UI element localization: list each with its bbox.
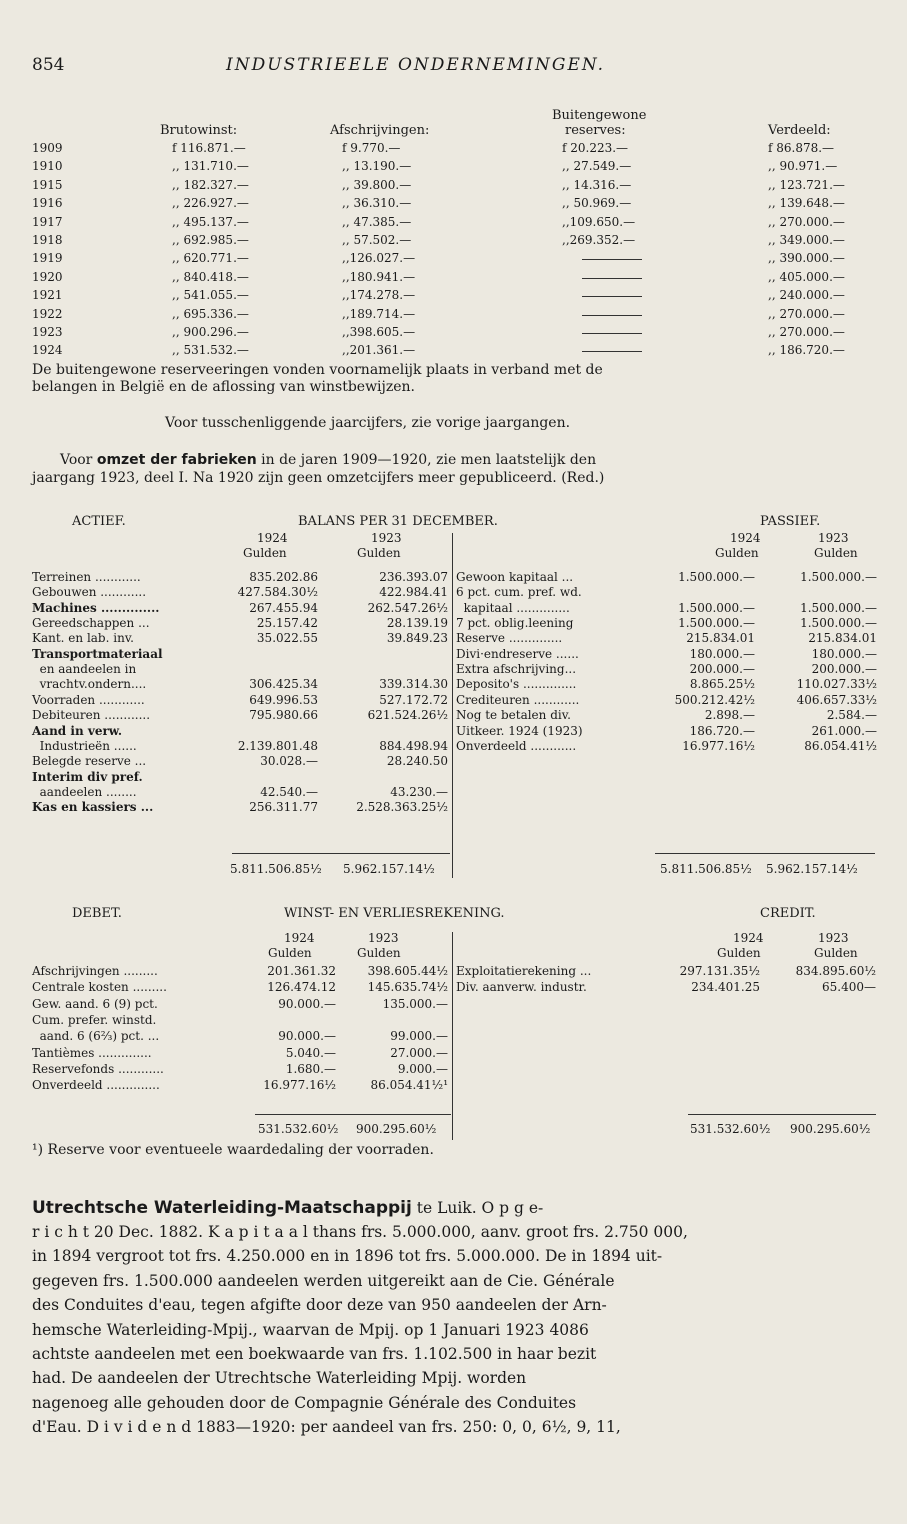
- balance-passief-1923: 110.027.33½: [796, 677, 877, 691]
- winst-debet-1924: 90.000.—: [278, 1029, 336, 1043]
- history-verdeeld: ,, 270.000.—: [768, 215, 845, 229]
- history-year: 1917: [32, 215, 63, 229]
- company-line: d'Eau. D i v i d e n d 1883—1920: per aandeel van frs. 250: 0, 0, 6½, 9, 11,: [32, 1418, 621, 1436]
- history-reserve-dash: [582, 351, 642, 352]
- balance-actief-label: Belegde reserve ...: [32, 754, 147, 768]
- winst-debet-1923: 86.054.41½¹: [370, 1078, 448, 1092]
- winst-debet-label: Afschrijvingen .........: [32, 964, 158, 978]
- history-bruto: ,, 495.137.—: [172, 215, 249, 229]
- col-header-buitengewone-1: Buitengewone: [552, 108, 647, 123]
- balance-passief-1924: 215.834.01: [686, 631, 755, 645]
- winst-credit-label: CREDIT.: [760, 906, 816, 921]
- note-tusschen: Voor tusschenliggende jaarcijfers, zie vorige jaargangen.: [165, 415, 571, 431]
- balance-year-b-left: 1923: [371, 531, 402, 545]
- balance-passief-1924: 16.977.16½: [682, 739, 755, 753]
- balance-actief-1924: 795.980.66: [249, 708, 318, 722]
- history-bruto: ,, 226.927.—: [172, 196, 249, 210]
- history-bruto: f 116.871.—: [172, 141, 246, 155]
- balance-actief-label: Transportmateriaal: [32, 647, 163, 661]
- balance-actief-label: Industrieën ......: [32, 739, 137, 753]
- winst-debet-label: DEBET.: [72, 906, 122, 921]
- winst-debet-1924: 201.361.32: [267, 964, 336, 978]
- winst-debet-label: Reservefonds ............: [32, 1062, 164, 1076]
- balance-passief-1924: 1.500.000.—: [678, 601, 755, 615]
- history-verdeeld: ,, 405.000.—: [768, 270, 845, 284]
- balance-actief-label: Interim div pref.: [32, 770, 143, 784]
- winst-unit-a-right: Gulden: [717, 946, 761, 960]
- history-bruto: ,, 131.710.—: [172, 159, 249, 173]
- history-reserve: ,,269.352.—: [562, 233, 636, 247]
- winst-debet-1924: 126.474.12: [267, 980, 336, 994]
- history-bruto: ,, 620.771.—: [172, 251, 249, 265]
- winst-total-left-b: 900.295.60½: [356, 1122, 437, 1136]
- company-name: Utrechtsche Waterleiding-Maatschappij: [32, 1198, 412, 1218]
- note-reserve-2: belangen in België en de aflossing van winstbewijzen.: [32, 379, 415, 395]
- history-bruto: ,, 692.985.—: [172, 233, 249, 247]
- winst-total-rule-left: [255, 1114, 451, 1115]
- winst-footnote: ¹) Reserve voor eventueele waardedaling der voorraden.: [32, 1142, 434, 1158]
- balance-actief-1924: 835.202.86: [249, 570, 318, 584]
- balance-actief-1924: 306.425.34: [249, 677, 318, 691]
- balance-title: BALANS PER 31 DECEMBER.: [298, 514, 498, 529]
- balance-actief-label: Gereedschappen ...: [32, 616, 150, 630]
- history-reserve: f 20.223.—: [562, 141, 629, 155]
- balance-actief-label: Machines ..............: [32, 601, 160, 615]
- company-line: in 1894 vergroot tot frs. 4.250.000 en in 1896 tot frs. 5.000.000. De in 1894 uit-: [32, 1247, 663, 1265]
- history-afschrijving: ,,174.278.—: [342, 288, 416, 302]
- balance-passief-1924: 200.000.—: [689, 662, 755, 676]
- balance-actief-1924: 2.139.801.48: [237, 739, 318, 753]
- balance-passief-1923: 215.834.01: [808, 631, 877, 645]
- balance-total-left-a: 5.811.506.85½: [230, 862, 322, 876]
- history-afschrijving: ,,126.027.—: [342, 251, 416, 265]
- winst-debet-label: Gew. aand. 6 (9) pct.: [32, 997, 158, 1011]
- winst-debet-1924: 16.977.16½: [263, 1078, 336, 1092]
- balance-actief-label: Aand in verw.: [32, 724, 123, 738]
- history-year: 1923: [32, 325, 63, 339]
- balance-actief-label: Voorraden ............: [32, 693, 145, 707]
- winst-divider: [452, 932, 453, 1140]
- history-year: 1915: [32, 178, 63, 192]
- history-year: 1910: [32, 159, 63, 173]
- balance-passief-1923: 1.500.000.—: [800, 616, 877, 630]
- history-afschrijving: ,, 39.800.—: [342, 178, 412, 192]
- balance-passief-1924: 186.720.—: [689, 724, 755, 738]
- history-verdeeld: ,, 90.971.—: [768, 159, 838, 173]
- winst-total-rule-right: [688, 1114, 876, 1115]
- company-line: achtste aandeelen met een boekwaarde van frs. 1.102.500 in haar bezit: [32, 1345, 597, 1363]
- history-bruto: ,, 541.055.—: [172, 288, 249, 302]
- winst-debet-1923: 9.000.—: [397, 1062, 448, 1076]
- history-verdeeld: ,, 186.720.—: [768, 343, 845, 357]
- history-bruto: ,, 182.327.—: [172, 178, 249, 192]
- balance-passief-1924: 180.000.—: [689, 647, 755, 661]
- winst-unit-b-right: Gulden: [814, 946, 858, 960]
- history-year: 1909: [32, 141, 63, 155]
- balance-actief-1924: 35.022.55: [256, 631, 318, 645]
- history-year: 1924: [32, 343, 63, 357]
- balance-actief-label: Kas en kassiers ...: [32, 800, 154, 814]
- balance-actief-1924: 649.996.53: [249, 693, 318, 707]
- history-verdeeld: ,, 270.000.—: [768, 307, 845, 321]
- balance-actief-label: Debiteuren ............: [32, 708, 151, 722]
- balance-actief-label: Gebouwen ............: [32, 585, 147, 599]
- company-line: hemsche Waterleiding-Mpij., waarvan de Mpij. op 1 Januari 1923 4086: [32, 1321, 589, 1339]
- balance-passief-label: Onverdeeld ............: [456, 739, 577, 753]
- balance-actief-label: Kant. en lab. inv.: [32, 631, 134, 645]
- balance-unit-b-left: Gulden: [357, 546, 401, 560]
- balance-passief-label: Crediteuren ............: [456, 693, 580, 707]
- company-line: r i c h t 20 Dec. 1882. K a p i t a a l thans frs. 5.000.000, aanv. groot frs. 2.750 000,: [32, 1223, 688, 1241]
- balance-actief-1924: 25.157.42: [256, 616, 318, 630]
- balance-passief-label: PASSIEF.: [760, 514, 821, 529]
- history-bruto: ,, 695.336.—: [172, 307, 249, 321]
- balance-actief-1923: 262.547.26½: [367, 601, 448, 615]
- balance-passief-label: 7 pct. oblig.leening: [456, 616, 574, 630]
- history-reserve-dash: [582, 259, 642, 260]
- history-verdeeld: ,, 139.648.—: [768, 196, 845, 210]
- col-header-afschrijvingen: Afschrijvingen:: [330, 123, 430, 138]
- balance-total-right-a: 5.811.506.85½: [660, 862, 752, 876]
- winst-unit-a-left: Gulden: [268, 946, 312, 960]
- history-reserve: ,,109.650.—: [562, 215, 636, 229]
- balance-passief-1923: 1.500.000.—: [800, 570, 877, 584]
- winst-debet-label: Tantièmes ..............: [32, 1046, 152, 1060]
- history-afschrijving: ,,180.941.—: [342, 270, 416, 284]
- balance-year-a-left: 1924: [257, 531, 288, 545]
- balance-actief-1923: 39.849.23: [386, 631, 448, 645]
- col-header-buitengewone-2: reserves:: [565, 123, 626, 138]
- page-title: INDUSTRIEELE ONDERNEMINGEN.: [226, 55, 606, 75]
- page-number: 854: [32, 55, 65, 75]
- balance-passief-1923: 86.054.41½: [804, 739, 877, 753]
- balance-unit-b-right: Gulden: [814, 546, 858, 560]
- winst-debet-label: Onverdeeld ..............: [32, 1078, 160, 1092]
- winst-debet-1924: 1.680.—: [285, 1062, 336, 1076]
- history-reserve: ,, 50.969.—: [562, 196, 632, 210]
- balance-passief-1924: 1.500.000.—: [678, 570, 755, 584]
- history-year: 1916: [32, 196, 63, 210]
- winst-total-left-a: 531.532.60½: [258, 1122, 339, 1136]
- winst-debet-label: Centrale kosten .........: [32, 980, 167, 994]
- balance-passief-label: Divi·endreserve ......: [456, 647, 579, 661]
- balance-passief-1923: 180.000.—: [811, 647, 877, 661]
- balance-passief-1923: 1.500.000.—: [800, 601, 877, 615]
- balance-passief-1923: 2.584.—: [826, 708, 877, 722]
- winst-debet-1923: 27.000.—: [390, 1046, 448, 1060]
- balance-passief-label: 6 pct. cum. pref. wd.: [456, 585, 582, 599]
- winst-title: WINST- EN VERLIESREKENING.: [284, 906, 505, 921]
- note-omzet-2: jaargang 1923, deel I. Na 1920 zijn geen omzetcijfers meer gepubliceerd. (Red.): [32, 470, 605, 486]
- winst-year-b-left: 1923: [368, 931, 399, 945]
- balance-passief-1923: 406.657.33½: [796, 693, 877, 707]
- balance-actief-1924: 427.584.30½: [237, 585, 318, 599]
- winst-debet-1923: 145.635.74½: [367, 980, 448, 994]
- history-verdeeld: ,, 270.000.—: [768, 325, 845, 339]
- balance-actief-label: aandeelen ........: [32, 785, 137, 799]
- balance-total-rule-left: [232, 853, 450, 854]
- history-verdeeld: ,, 123.721.—: [768, 178, 845, 192]
- balance-total-left-b: 5.962.157.14½: [343, 862, 435, 876]
- history-afschrijving: ,,189.714.—: [342, 307, 416, 321]
- balance-passief-label: Reserve ..............: [456, 631, 563, 645]
- balance-passief-label: Gewoon kapitaal ...: [456, 570, 574, 584]
- balance-divider: [452, 533, 453, 878]
- winst-debet-1923: 99.000.—: [390, 1029, 448, 1043]
- history-afschrijving: ,, 47.385.—: [342, 215, 412, 229]
- balance-total-rule-right: [655, 853, 875, 854]
- balance-unit-a-right: Gulden: [715, 546, 759, 560]
- balance-passief-1924: 8.865.25½: [689, 677, 755, 691]
- balance-passief-label: Deposito's ..............: [456, 677, 577, 691]
- balance-passief-1924: 500.212.42½: [674, 693, 755, 707]
- winst-debet-label: aand. 6 (6⅔) pct. ...: [32, 1029, 160, 1043]
- history-afschrijving: ,, 36.310.—: [342, 196, 412, 210]
- history-reserve-dash: [582, 315, 642, 316]
- balance-actief-1924: 256.311.77: [249, 800, 318, 814]
- history-bruto: ,, 531.532.—: [172, 343, 249, 357]
- history-year: 1920: [32, 270, 63, 284]
- note-reserve-1: De buitengewone reserveeringen vonden voornamelijk plaats in verband met de: [32, 362, 603, 378]
- company-line: gegeven frs. 1.500.000 aandeelen werden uitgereikt aan de Cie. Générale: [32, 1272, 615, 1290]
- balance-actief-label: en aandeelen in: [32, 662, 137, 676]
- balance-passief-1924: 1.500.000.—: [678, 616, 755, 630]
- history-reserve-dash: [582, 296, 642, 297]
- note-omzet-1: Voor omzet der fabrieken in de jaren 1909—1920, zie men laatstelijk den: [60, 452, 597, 468]
- winst-credit-1923: 834.895.60½: [795, 964, 876, 978]
- history-reserve-dash: [582, 333, 642, 334]
- winst-total-right-a: 531.532.60½: [690, 1122, 771, 1136]
- balance-actief-1923: 422.984.41: [379, 585, 448, 599]
- balance-actief-1924: 267.455.94: [249, 601, 318, 615]
- balance-actief-1923: 527.172.72: [379, 693, 448, 707]
- history-year: 1919: [32, 251, 63, 265]
- winst-credit-1924: 297.131.35½: [679, 964, 760, 978]
- balance-actief-1924: 42.540.—: [260, 785, 318, 799]
- balance-passief-1923: 261.000.—: [811, 724, 877, 738]
- history-bruto: ,, 840.418.—: [172, 270, 249, 284]
- history-year: 1922: [32, 307, 63, 321]
- history-year: 1918: [32, 233, 63, 247]
- winst-debet-1923: 398.605.44½: [367, 964, 448, 978]
- history-afschrijving: f 9.770.—: [342, 141, 401, 155]
- balance-actief-1923: 43.230.—: [390, 785, 448, 799]
- company-line: nagenoeg alle gehouden door de Compagnie Générale des Conduites: [32, 1394, 577, 1412]
- col-header-verdeeld: Verdeeld:: [768, 123, 831, 138]
- winst-unit-b-left: Gulden: [357, 946, 401, 960]
- history-afschrijving: ,,201.361.—: [342, 343, 416, 357]
- balance-actief-1923: 28.240.50: [386, 754, 448, 768]
- winst-debet-label: Cum. prefer. winstd.: [32, 1013, 157, 1027]
- col-header-brutowinst: Brutowinst:: [160, 123, 238, 138]
- winst-total-right-b: 900.295.60½: [790, 1122, 871, 1136]
- balance-passief-label: Uitkeer. 1924 (1923): [456, 724, 583, 738]
- history-afschrijving: ,,398.605.—: [342, 325, 416, 339]
- balance-actief-1923: 2.528.363.25½: [356, 800, 448, 814]
- company-line-0: Utrechtsche Waterleiding-Maatschappij te Luik. O p g e-: [32, 1198, 544, 1218]
- history-year: 1921: [32, 288, 63, 302]
- history-reserve: ,, 14.316.—: [562, 178, 632, 192]
- balance-actief-1923: 236.393.07: [379, 570, 448, 584]
- company-line: had. De aandeelen der Utrechtsche Waterleiding Mpij. worden: [32, 1369, 527, 1387]
- history-verdeeld: ,, 349.000.—: [768, 233, 845, 247]
- balance-passief-label: Extra afschrijving...: [456, 662, 577, 676]
- history-afschrijving: ,, 13.190.—: [342, 159, 412, 173]
- balance-passief-1924: 2.898.—: [704, 708, 755, 722]
- history-bruto: ,, 900.296.—: [172, 325, 249, 339]
- winst-year-b-right: 1923: [818, 931, 849, 945]
- balance-actief-label: Terreinen ............: [32, 570, 141, 584]
- balance-actief-1923: 884.498.94: [379, 739, 448, 753]
- winst-debet-1924: 90.000.—: [278, 997, 336, 1011]
- winst-credit-label: Exploitatierekening ...: [456, 964, 592, 978]
- company-line: des Conduites d'eau, tegen afgifte door deze van 950 aandeelen der Arn-: [32, 1296, 607, 1314]
- history-reserve-dash: [582, 278, 642, 279]
- balance-actief-1924: 30.028.—: [260, 754, 318, 768]
- balance-passief-1923: 200.000.—: [811, 662, 877, 676]
- winst-credit-1923: 65.400—: [822, 980, 876, 994]
- balance-unit-a-left: Gulden: [243, 546, 287, 560]
- winst-credit-1924: 234.401.25: [691, 980, 760, 994]
- balance-actief-1923: 339.314.30: [379, 677, 448, 691]
- balance-year-a-right: 1924: [730, 531, 761, 545]
- balance-total-right-b: 5.962.157.14½: [766, 862, 858, 876]
- winst-debet-1923: 135.000.—: [382, 997, 448, 1011]
- balance-actief-1923: 28.139.19: [386, 616, 448, 630]
- history-afschrijving: ,, 57.502.—: [342, 233, 412, 247]
- history-verdeeld: f 86.878.—: [768, 141, 835, 155]
- winst-year-a-right: 1924: [733, 931, 764, 945]
- balance-actief-1923: 621.524.26½: [367, 708, 448, 722]
- winst-credit-label: Div. aanverw. industr.: [456, 980, 587, 994]
- balance-passief-label: kapitaal ..............: [456, 601, 570, 615]
- history-reserve: ,, 27.549.—: [562, 159, 632, 173]
- winst-debet-1924: 5.040.—: [285, 1046, 336, 1060]
- history-verdeeld: ,, 240.000.—: [768, 288, 845, 302]
- balance-actief-label: ACTIEF.: [72, 514, 126, 529]
- balance-year-b-right: 1923: [818, 531, 849, 545]
- balance-actief-label: vrachtv.ondern....: [32, 677, 147, 691]
- winst-year-a-left: 1924: [284, 931, 315, 945]
- history-verdeeld: ,, 390.000.—: [768, 251, 845, 265]
- balance-passief-label: Nog te betalen div.: [456, 708, 571, 722]
